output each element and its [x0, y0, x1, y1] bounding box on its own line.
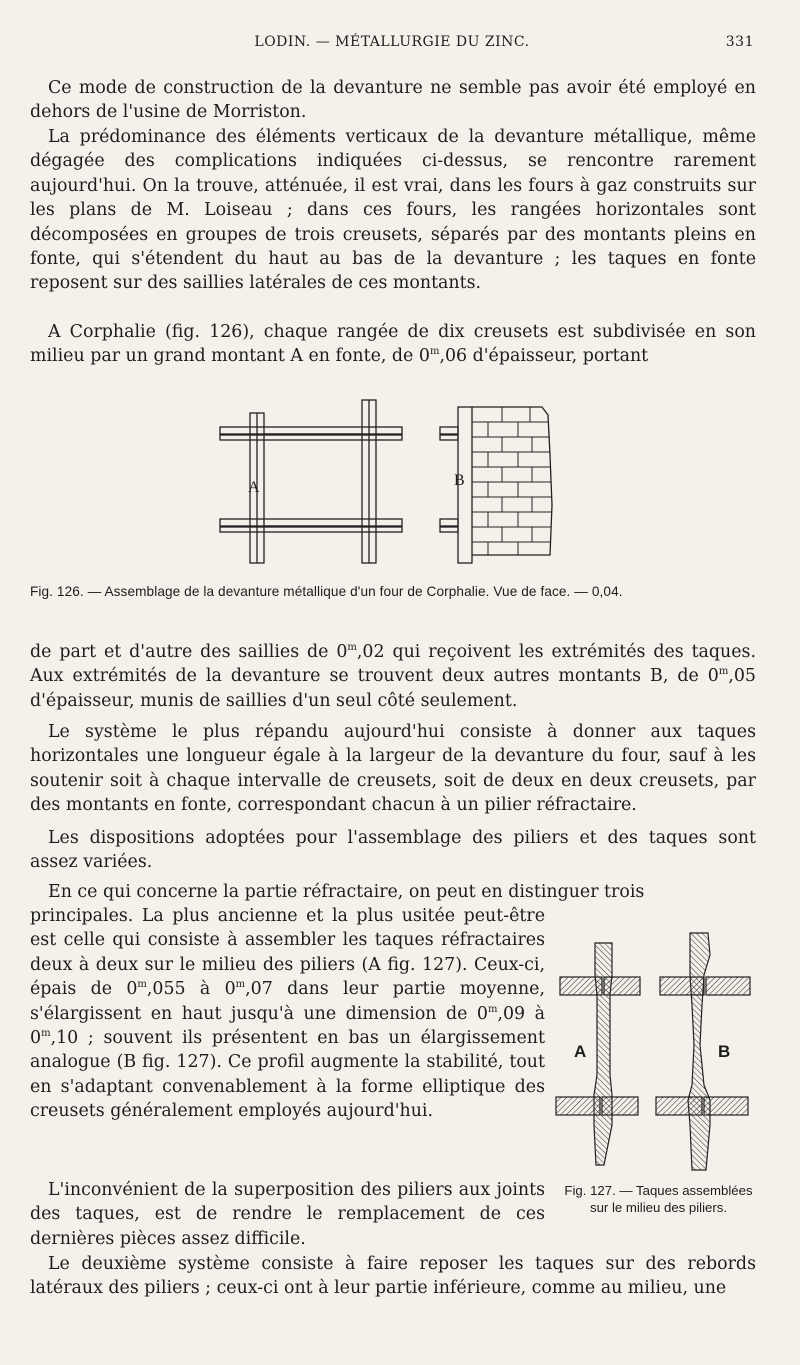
figure-126-label-a: A [248, 479, 260, 496]
paragraph-4: de part et d'autre des saillies de 0$^m$,02 qui reçoivent les extrémités des taques. Aux extrémités de la devanture se trouvent deux autres montants B, de 0$^m$,05 d'épaisseur, munis de saillies d'un seul côté seulement. [30, 642, 756, 711]
figure-127-diagram [552, 925, 764, 1180]
taque-lower [220, 519, 402, 526]
pillar-b [688, 933, 710, 1170]
paragraph-7: principales. La plus ancienne et la plus usitée peut-être est celle qui consiste à assembler les taques réfractaires deux à deux sur le milieu des piliers (A fig. 127). Ceux-ci, épais de 0$^m$,055 à 0$^m$,07 dans leur partie moyenne, s'élargissent en haut jusqu'à une dimension de 0$^m$,09 à 0$^m$,10 ; souvent ils présentent en bas un élargissement analogue (B fig. 127). Ce profil augmente la stabilité, tout en s'adaptant convenablement à la forme elliptique des creusets généralement employés aujourd'hui. [30, 906, 545, 1122]
pillar-b-taque-top-left [660, 977, 704, 995]
figure-127-label-b: B [718, 1042, 731, 1061]
paragraph-7-first-line: En ce qui concerne la partie réfractaire, on peut en distinguer trois [48, 882, 645, 902]
pillar-a [594, 943, 612, 1165]
figure-126-diagram [212, 395, 572, 575]
paragraph-2: La prédominance des éléments verticaux de la devanture métallique, même dégagée des complications indiquées ci-dessus, se rencontre rarement aujourd'hui. On la trouve, atténuée, il est vrai, dans les fours à gaz construits sur les plans de M. Loiseau ; dans ces fours, les rangées horizontales sont décomposées en groupes de trois creusets, séparés par des montants pleins en fonte, qui s'étendent du haut au bas de la devanture ; les taques en fonte reposent sur des saillies latérales de ces montants. [30, 127, 756, 294]
taque-upper [220, 427, 402, 434]
figure-126-label-b: B [454, 472, 465, 489]
paragraph-8: L'inconvénient de la superposition des piliers aux joints des taques, est de rendre le remplacement de ces dernières pièces assez difficile. [30, 1180, 545, 1249]
paragraph-3: A Corphalie (fig. 126), chaque rangée de dix creusets est subdivisée en son milieu par un grand montant A en fonte, de 0$^m$,06 d'épaisseur, portant [30, 322, 756, 367]
figure-126-caption: Fig. 126. — Assemblage de la devanture métallique d'un four de Corphalie. Vue de face. — 0,04. [30, 584, 623, 599]
paragraph-1: Ce mode de construction de la devanture ne semble pas avoir été employé en dehors de l'usine de Morriston. [30, 78, 756, 123]
brick-wall [472, 407, 552, 555]
figure-127-caption: Fig. 127. — Taques assemblées sur le milieu des piliers. [564, 1183, 753, 1215]
paragraph-9: Le deuxième système consiste à faire reposer les taques sur des rebords latéraux des piliers ; ceux-ci ont à leur partie inférieure, comme au milieu, une [30, 1254, 756, 1299]
pillar-a-taque-top-left [560, 977, 602, 995]
running-title: LODIN. — MÉTALLURGIE DU ZINC. [254, 34, 530, 50]
paragraph-5: Le système le plus répandu aujourd'hui consiste à donner aux taques horizontales une longueur égale à la largeur de la devanture du four, sauf à les soutenir soit à chaque intervalle de creusets, soit de deux en deux creusets, par des montants en fonte, correspondant chacun à un pilier réfractaire. [30, 722, 756, 816]
paragraph-6: Les dispositions adoptées pour l'assemblage des piliers et des taques sont assez variées. [30, 828, 756, 873]
figure-127-label-a: A [574, 1042, 587, 1061]
running-header [30, 34, 754, 58]
page-number: 331 [725, 34, 754, 50]
